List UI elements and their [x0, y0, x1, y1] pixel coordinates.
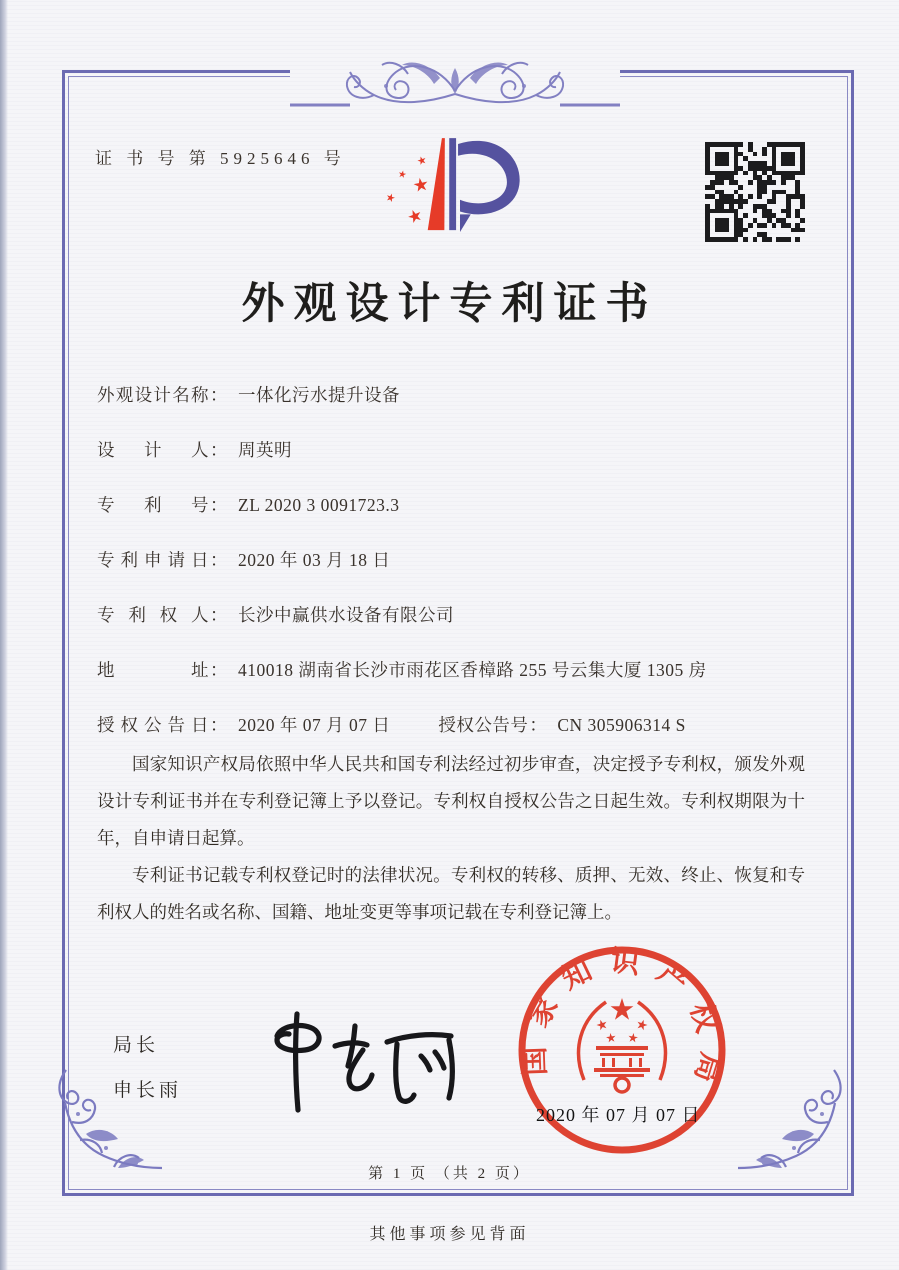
field-value: ZL 2020 3 0091723.3 [238, 495, 400, 515]
field-label: 授权公告号 [438, 715, 529, 735]
field-label: 专 利 申 请 日 [97, 550, 209, 570]
national-emblem-icon [594, 998, 650, 1077]
body-paragraph: 国家知识产权局依照中华人民共和国专利法经过初步审查，决定授予专利权，颁发外观设计专利证书并在专利登记簿上予以登记。专利权自授权公告之日起生效。专利权期限为十年，自申请日起算。 [97, 754, 805, 848]
official-seal-icon [510, 938, 734, 1162]
colon: ： [529, 715, 548, 735]
handwritten-signature-icon [235, 1000, 465, 1115]
field-value: 2020 年 03 月 18 日 [238, 550, 391, 570]
field-value: 长沙中赢供水设备有限公司 [238, 605, 454, 625]
field-label: 设 计 人 [97, 440, 209, 460]
field-label: 专 利 号 [97, 495, 209, 515]
field-value: 周英明 [238, 440, 292, 460]
colon: ： [210, 440, 228, 460]
colon: ： [210, 495, 228, 515]
certificate-number: 证 书 号 第 5925646 号 [95, 149, 346, 168]
colon: ： [210, 550, 228, 570]
signer-title: 局长 [113, 1035, 160, 1056]
seal-date: 2020 年 07 月 07 日 [536, 1105, 701, 1125]
field-label: 专 利 权 人 [97, 605, 209, 625]
seal-text: 国家知识产权局 [518, 945, 728, 1102]
field-row-address [97, 657, 839, 682]
top-flourish-ornament-icon [290, 34, 620, 118]
field-row-patent-number [97, 492, 839, 517]
certificate-body-text [97, 746, 805, 931]
field-value: 2020 年 07 月 07 日 [238, 715, 391, 735]
field-row-design-name [97, 382, 839, 407]
colon: ： [210, 715, 228, 735]
qr-code-icon [703, 140, 807, 244]
back-note: 其他事项参见背面 [369, 1226, 530, 1243]
colon: ： [210, 660, 228, 680]
page-title: 外观设计专利证书 [241, 281, 658, 328]
colon: ： [210, 605, 228, 625]
signer-name: 申长雨 [113, 1080, 183, 1101]
cnipa-logo-icon [372, 130, 548, 248]
field-label: 授 权 公 告 日 [97, 715, 209, 735]
field-label: 外 观 设 计 名 称 [97, 385, 209, 405]
body-paragraph: 专利证书记载专利权登记时的法律状况。专利权的转移、质押、无效、终止、恢复和专利权人的姓名或名称、国籍、地址变更等事项记载在专利登记簿上。 [97, 865, 805, 922]
scan-edge-shadow [0, 0, 8, 1270]
field-value: 410018 湖南省长沙市雨花区香樟路 255 号云集大厦 1305 房 [238, 660, 707, 680]
field-value: 一体化污水提升设备 [238, 385, 400, 405]
field-row-patentee [97, 602, 839, 627]
field-row-grant-date [97, 712, 839, 737]
page-indicator: 第 1 页 （共 2 页） [368, 1166, 531, 1182]
field-row-designer [97, 437, 839, 462]
colon: ： [210, 385, 228, 405]
field-label: 地 址 [97, 660, 209, 680]
field-value: CN 305906314 S [557, 715, 686, 735]
field-row-filing-date [97, 547, 839, 572]
